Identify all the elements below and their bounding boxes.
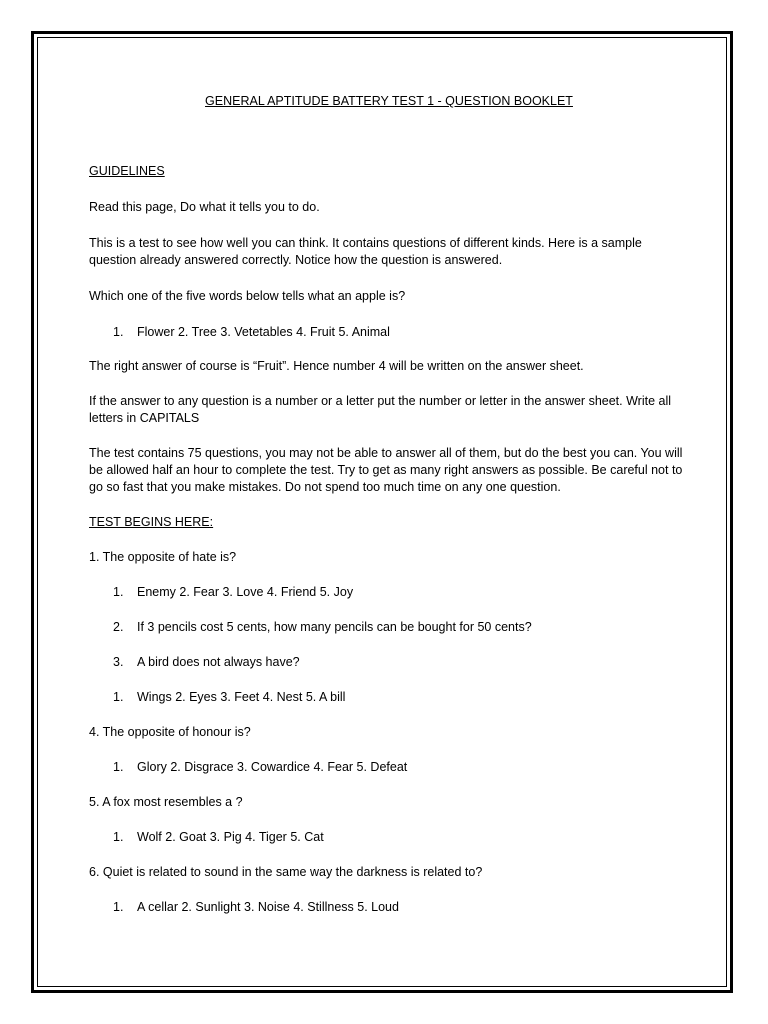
question-4-options <box>89 759 689 776</box>
question-4: 4. The opposite of honour is? <box>89 725 251 739</box>
guidelines-paragraph-1: Read this page, Do what it tells you to do. <box>89 200 320 214</box>
sample-options <box>89 324 689 341</box>
option-text: Enemy 2. Fear 3. Love 4. Friend 5. Joy <box>137 585 354 599</box>
guidelines-paragraph-2: This is a test to see how well you can think. It contains questions of different kinds. Here is a sample question already answered correctly. Notice how the question is answered. <box>89 236 642 267</box>
option-number: 1. <box>113 830 124 844</box>
option-number: 1. <box>113 690 124 704</box>
document-title: GENERAL APTITUDE BATTERY TEST 1 - QUESTION BOOKLET <box>205 94 573 108</box>
option-text: Wolf 2. Goat 3. Pig 4. Tiger 5. Cat <box>137 830 324 844</box>
test-heading: TEST BEGINS HERE: <box>89 515 214 529</box>
option-number: 2. <box>113 620 124 634</box>
option-text: Glory 2. Disgrace 3. Cowardice 4. Fear 5. Defeat <box>137 760 408 774</box>
question-2 <box>89 619 689 636</box>
option-number: 1. <box>113 585 124 599</box>
option-number: 1. <box>113 900 124 914</box>
question-text: If 3 pencils cost 5 cents, how many pencils can be bought for 50 cents? <box>137 620 532 634</box>
option-text: A cellar 2. Sunlight 3. Noise 4. Stillness 5. Loud <box>137 900 399 914</box>
question-1: 1. The opposite of hate is? <box>89 550 237 564</box>
question-6-options <box>89 899 689 916</box>
question-1-options <box>89 584 689 601</box>
option-text: Wings 2. Eyes 3. Feet 4. Nest 5. A bill <box>137 690 346 704</box>
guidelines-paragraph-6: The test contains 75 questions, you may not be able to answer all of them, but do the best you can. You will be allowed half an hour to complete the test. Try to get as many right answers as possible. Be careful not to go so fast that you make mistakes. Do not spend too much time on any one question. <box>89 446 683 494</box>
sample-option-text: Flower 2. Tree 3. Vetetables 4. Fruit 5. Animal <box>137 325 390 339</box>
question-3-options <box>89 689 689 706</box>
question-3 <box>89 654 689 671</box>
guidelines-heading: GUIDELINES <box>89 164 165 178</box>
guidelines-paragraph-5: If the answer to any question is a number or a letter put the number or letter in the answer sheet. Write all letters in CAPITALS <box>89 394 672 425</box>
question-5-options <box>89 829 689 846</box>
sample-question: Which one of the five words below tells what an apple is? <box>89 289 406 303</box>
guidelines-paragraph-4: The right answer of course is “Fruit”. Hence number 4 will be written on the answer sheet. <box>89 359 584 373</box>
sample-option-number: 1. <box>113 325 124 339</box>
option-number: 1. <box>113 760 124 774</box>
question-text: A bird does not always have? <box>137 655 300 669</box>
question-6: 6. Quiet is related to sound in the same way the darkness is related to? <box>89 865 483 879</box>
document-body <box>89 93 689 916</box>
option-number: 3. <box>113 655 124 669</box>
question-5: 5. A fox most resembles a ? <box>89 795 243 809</box>
